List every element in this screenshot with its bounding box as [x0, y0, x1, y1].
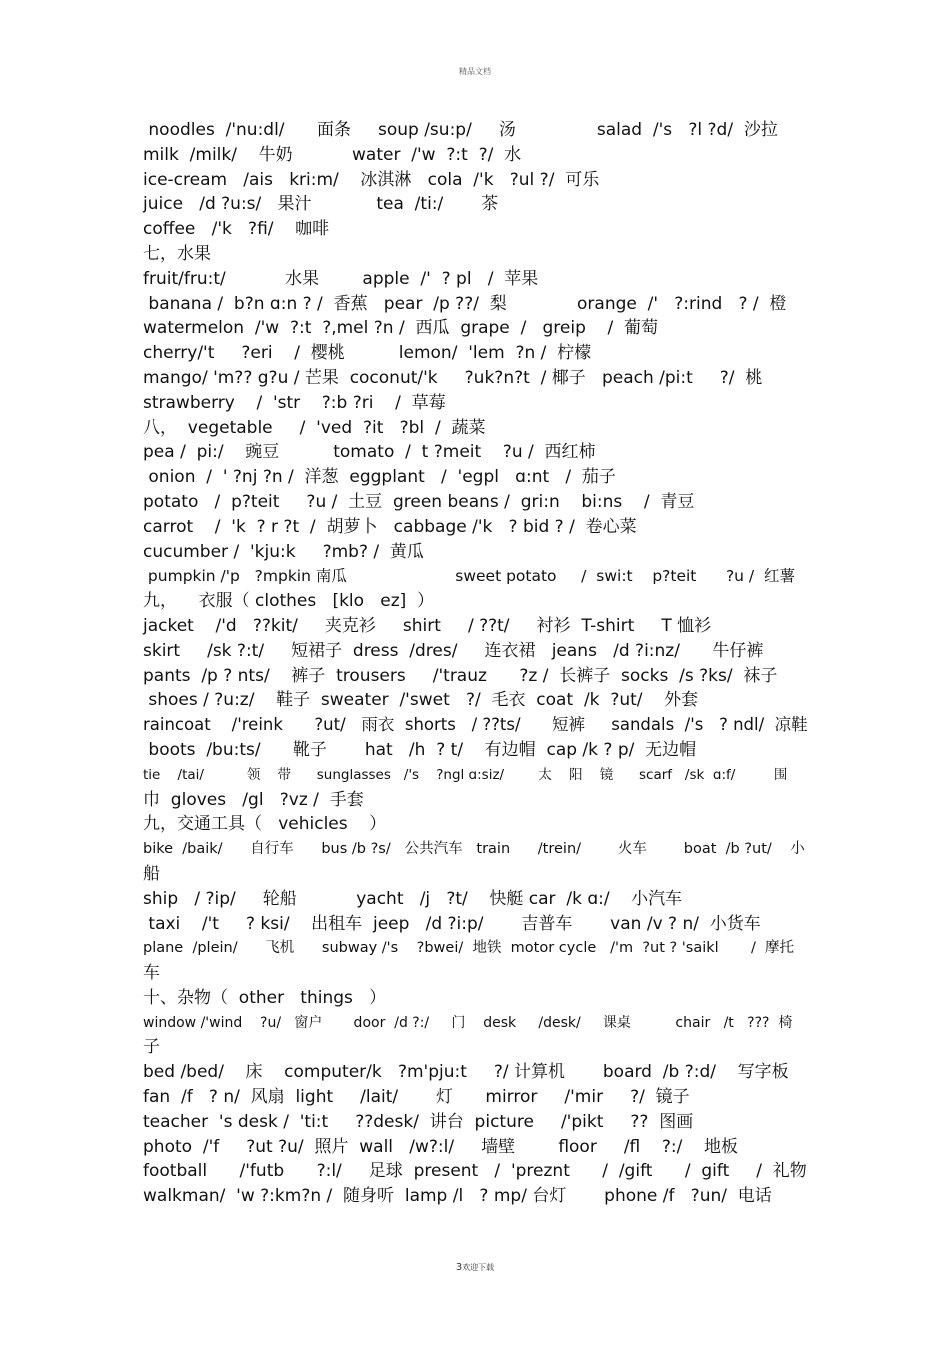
- text-line: boots /bu:ts/ 靴子 hat /h ? t/ 有边帽 cap /k ? p/ 无边帽: [143, 739, 697, 760]
- text-line: strawberry / 'str ?:b ?ri / 草莓: [143, 392, 446, 413]
- text-line: 车: [143, 963, 160, 984]
- text-line: pants /p ? nts/ 裤子 trousers /'trauz ?z / 长裤子 socks /s ?ks/ 袜子: [143, 665, 778, 686]
- text-line: 九， 衣服（ clothes [klo ez] ）: [143, 591, 435, 612]
- text-line: 七，水果: [143, 243, 211, 264]
- page-header-label: 精品文档: [459, 67, 491, 76]
- text-line: banana / b?n ɑ:n ? / 香蕉 pear /p ??/ 梨 orange /' ?:rind ? / 橙: [143, 293, 787, 314]
- text-line: jacket /'d ??kit/ 夹克衫 shirt / ??t/ 衬衫 T-shirt T 恤衫: [143, 615, 712, 636]
- text-line: teacher 's desk / 'ti:t ??desk/ 讲台 picture /'pikt ?? 图画: [143, 1111, 694, 1132]
- text-line: carrot / 'k ? r ?t / 胡萝卜 cabbage /'k ? bid ? / 卷心菜: [143, 516, 637, 537]
- text-line: plane /plein/ 飞机 subway /'s ?bwei/ 地铁 motor cycle /'m ?ut ? 'saikl / 摩托: [143, 940, 795, 957]
- text-line: juice /d ?u:s/ 果汁 tea /ti:/ 茶: [143, 194, 499, 215]
- page-number: 3: [455, 1262, 463, 1273]
- text-line: fruit/fru:t/ 水果 apple /' ? pl / 苹果: [143, 268, 539, 289]
- text-line: potato / p?teit ?u / 土豆 green beans / gri:n bi:ns / 青豆: [143, 491, 695, 512]
- text-line: ship / ?ip/ 轮船 yacht /j ?t/ 快艇 car /k ɑ:/ 小汽车: [143, 888, 683, 909]
- text-line: pea / pi:/ 豌豆 tomato / t ?meit ?u / 西红柿: [143, 442, 596, 463]
- text-line: cucumber / 'kju:k ?mb? / 黄瓜: [143, 541, 424, 562]
- text-line: raincoat /'reink ?ut/ 雨衣 shorts / ??ts/ 短裤 sandals /'s ? ndl/ 凉鞋: [143, 715, 808, 735]
- text-line: fan /f ? n/ 风扇 light /lait/ 灯 mirror /'mir ?/ 镜子: [143, 1087, 690, 1108]
- page-footer: [0, 1262, 950, 1273]
- text-line: coffee /'k ?fi/ 咖啡: [143, 219, 330, 240]
- text-line: photo /'f ?ut ?u/ 照片 wall /w?:l/ 墙壁 floor /fl ?:/ 地板: [143, 1136, 738, 1157]
- text-line: 子: [143, 1037, 160, 1058]
- text-line: bed /bed/ 床 computer/k ?m'pju:t ?/ 计算机 board /b ?:d/ 写字板: [143, 1062, 789, 1083]
- text-line: watermelon /'w ?:t ?,mel ?n / 西瓜 grape / greip / 葡萄: [143, 318, 659, 339]
- text-line: 巾 gloves /gl ?vz / 手套: [143, 789, 364, 810]
- text-line: 船: [143, 863, 160, 884]
- text-line: walkman/ 'w ?:km?n / 随身听 lamp /l ? mp/ 台灯 phone /f ?un/ 电话: [143, 1186, 772, 1207]
- text-line: window /'wind ?u/ 窗户 door /d ?:/ 门 desk /desk/ 课桌 chair /t ??? 椅: [143, 1014, 793, 1031]
- text-line: cherry/'t ?eri / 樱桃 lemon/ 'lem ?n / 柠檬: [143, 343, 592, 364]
- vocabulary-text-body: [143, 118, 808, 1209]
- text-line: 十、杂物（ other things ）: [143, 987, 387, 1008]
- text-line: tie /tai/ 领 带 sunglasses /'s ?ngl ɑ:siz/ 太 阳 镜 scarf /sk ɑ:f/ 围: [143, 766, 788, 783]
- text-line: 八， vegetable / 'ved ?it ?bl / 蔬菜: [143, 417, 486, 438]
- text-line: ice-cream /ais kri:m/ 冰淇淋 cola /'k ?ul ?/ 可乐: [143, 169, 600, 190]
- text-line: mango/ 'm?? g?u / 芒果 coconut/'k ?uk?n?t / 椰子 peach /pi:t ?/ 桃: [143, 367, 763, 388]
- text-line: pumpkin /'p ?mpkin 南瓜 sweet potato / swi:t p?teit ?u / 红薯: [143, 567, 795, 586]
- text-line: onion / ' ?nj ?n / 洋葱 eggplant / 'egpl ɑ:nt / 茄子: [143, 467, 616, 488]
- text-line: football /'futb ?:l/ 足球 present / 'preznt / /gift / gift / 礼物: [143, 1161, 807, 1182]
- text-line: 九，交通工具（ vehicles ）: [143, 814, 387, 835]
- text-line: taxi /'t ? ksi/ 出租车 jeep /d ?i:p/ 吉普车 van /v ? n/ 小货车: [143, 913, 761, 934]
- footer-label: 欢迎下载: [462, 1263, 495, 1272]
- text-line: milk /milk/ 牛奶 water /'w ?:t ?/ 水: [143, 144, 522, 165]
- text-line: noodles /'nu:dl/ 面条 soup /su:p/ 汤 salad /'s ?l ?d/ 沙拉: [143, 120, 778, 140]
- text-line: bike /baik/ 自行车 bus /b ?s/ 公共汽车 train /trein/ 火车 boat /b ?ut/ 小: [143, 841, 805, 858]
- text-line: shoes / ?u:z/ 鞋子 sweater /'swet ?/ 毛衣 coat /k ?ut/ 外套: [143, 690, 699, 711]
- text-line: skirt /sk ?:t/ 短裙子 dress /dres/ 连衣裙 jeans /d ?i:nz/ 牛仔裤: [143, 640, 764, 661]
